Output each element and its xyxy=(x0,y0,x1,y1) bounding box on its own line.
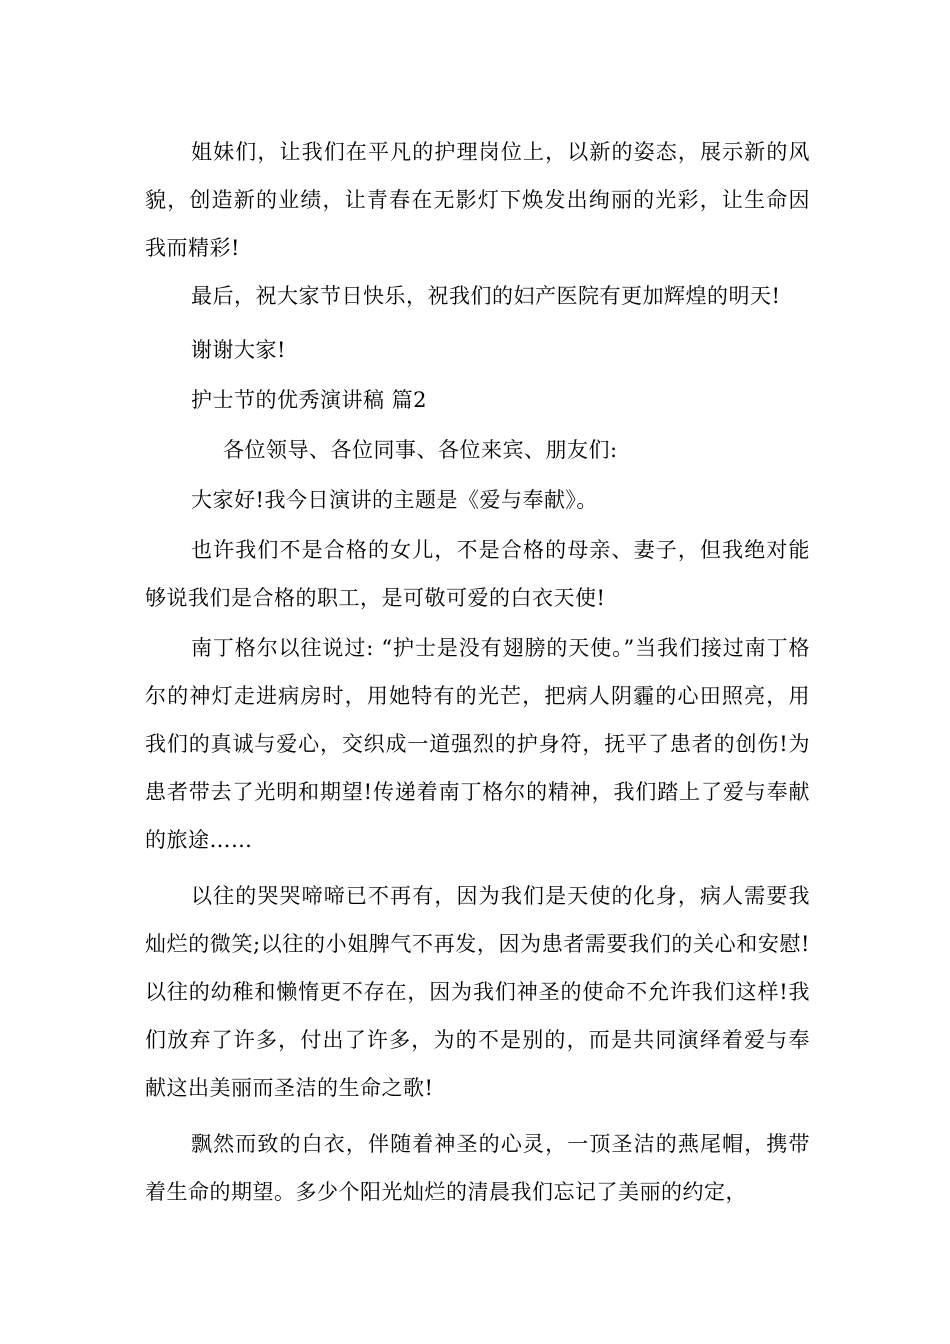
paragraph-greeting: 大家好!我今日演讲的主题是《爱与奉献》。 xyxy=(191,488,598,512)
paragraph-thanks: 谢谢大家! xyxy=(191,338,286,362)
section-heading: 护士节的优秀演讲稿 篇2 xyxy=(191,388,428,412)
paragraph-white-coat: 飘然而致的白衣，伴随着神圣的心灵，一顶圣洁的燕尾帽，携带着生命的期望。多少个阳光灿烂的清晨我们忘记了美丽的约定， xyxy=(145,1132,810,1204)
paragraph-change: 以往的哭哭啼啼已不再有，因为我们是天使的化身，病人需要我灿烂的微笑;以往的小姐脾气不再发，因为患者需要我们的关心和安慰!以往的幼稚和懒惰更不存在，因为我们神圣的使命不允许我们这样!我们放弃了许多，付出了许多，为的不是别的，而是共同演绎着爱与奉献这出美丽而圣洁的生命之歌! xyxy=(145,884,810,1100)
paragraph-nightingale: 南丁格尔以往说过: “护士是没有翅膀的天使。”当我们接过南丁格尔的神灯走进病房时，用她特有的光芒，把病人阴霾的心田照亮，用我们的真诚与爱心，交织成一道强烈的护身符，抚平了患者的创伤!为患者带去了光明和期望!传递着南丁格尔的精神，我们踏上了爱与奉献的旅途…… xyxy=(145,636,810,852)
paragraph-closing-appeal: 姐妹们，让我们在平凡的护理岗位上，以新的姿态，展示新的风貌，创造新的业绩，让青春在无影灯下焕发出绚丽的光彩，让生命因我而精彩! xyxy=(145,140,810,260)
paragraph-closing-wishes: 最后，祝大家节日快乐，祝我们的妇产医院有更加辉煌的明天! xyxy=(191,284,781,308)
paragraph-salutation: 各位领导、各位同事、各位来宾、朋友们: xyxy=(223,438,618,462)
paragraph-identity: 也许我们不是合格的女儿，不是合格的母亲、妻子，但我绝对能够说我们是合格的职工，是可敬可爱的白衣天使! xyxy=(145,538,810,610)
